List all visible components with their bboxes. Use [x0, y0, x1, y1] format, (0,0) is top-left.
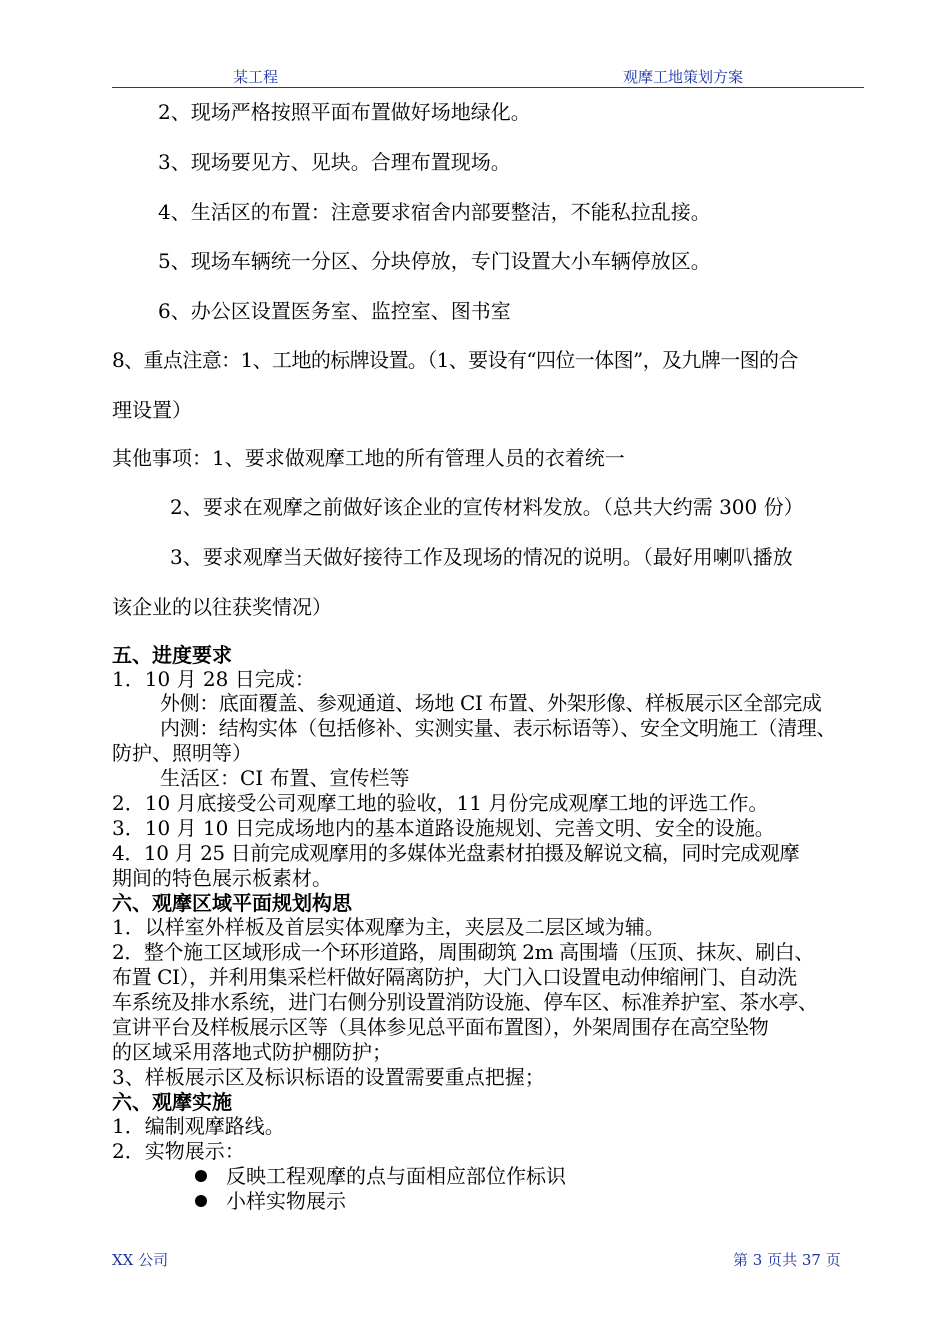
- text-line: 车系统及排水系统，进门右侧分别设置消防设施、停车区、标准养护室、茶水亭、: [112, 990, 818, 1014]
- text-line: 6、办公区设置医务室、监控室、图书室: [158, 299, 511, 323]
- section-heading: 六、观摩区域平面规划构思: [112, 891, 352, 915]
- text-line: 2．10 月底接受公司观摩工地的验收，11 月份完成观摩工地的评选工作。: [112, 791, 769, 815]
- text-line: 4．10 月 25 日前完成观摩用的多媒体光盘素材拍摄及解说文稿，同时完成观摩: [112, 841, 800, 865]
- section-heading: 五、进度要求: [112, 643, 232, 667]
- text-line: 3、现场要见方、见块。合理布置现场。: [158, 150, 511, 174]
- text-line: 宣讲平台及样板展示区等（具体参见总平面布置图），外架周围存在高空坠物: [112, 1015, 769, 1039]
- text-line: 3．10 月 10 日完成场地内的基本道路设施规划、完善文明、安全的设施。: [112, 816, 775, 840]
- text-line: 1．10 月 28 日完成：: [112, 667, 315, 691]
- text-line: 2．整个施工区域形成一个环形道路，周围砌筑 2m 高围墙（压顶、抹灰、刷白、: [112, 940, 814, 964]
- text-line: 3、样板展示区及标识标语的设置需要重点把握；: [112, 1065, 545, 1089]
- text-line: 该企业的以往获奖情况）: [112, 595, 332, 619]
- text-line: 期间的特色展示板素材。: [112, 866, 332, 890]
- footer-right: 第 3 页共 37 页: [733, 1251, 841, 1269]
- footer-left: XX 公司: [112, 1251, 169, 1269]
- text-line: 1．编制观摩路线。: [112, 1114, 285, 1138]
- header-left: 某工程: [233, 68, 279, 86]
- text-line: 内测：结构实体（包括修补、实测实量、表示标语等）、安全文明施工（清理、: [160, 716, 836, 740]
- list-item: 小样实物展示: [226, 1189, 346, 1213]
- text-line: 其他事项：1、要求做观摩工地的所有管理人员的衣着统一: [112, 446, 625, 470]
- text-line: 布置 CI），并利用集采栏杆做好隔离防护，大门入口设置电动伸缩闸门、自动洗: [112, 965, 797, 989]
- text-line: 2、现场严格按照平面布置做好场地绿化。: [158, 100, 531, 124]
- header-right: 观摩工地策划方案: [623, 68, 744, 86]
- text-line: 8、重点注意：1、工地的标牌设置。（1、要设有“四位一体图”，及九牌一图的合: [112, 348, 798, 372]
- text-line: 理设置）: [112, 398, 192, 422]
- text-line: 3、要求观摩当天做好接待工作及现场的情况的说明。（最好用喇叭播放: [170, 545, 793, 569]
- text-line: 5、现场车辆统一分区、分块停放，专门设置大小车辆停放区。: [158, 249, 711, 273]
- bullet-icon: [195, 1195, 207, 1207]
- text-line: 2、要求在观摩之前做好该企业的宣传材料发放。（总共大约需 300 份）: [170, 495, 804, 519]
- text-line: 外侧：底面覆盖、参观通道、场地 CI 布置、外架形像、样板展示区全部完成: [160, 691, 822, 715]
- text-line: 防护、照明等）: [112, 741, 252, 765]
- bullet-icon: [195, 1170, 207, 1182]
- text-line: 的区域采用落地式防护棚防护；: [112, 1040, 392, 1064]
- header-rule: [112, 87, 864, 88]
- text-line: 4、生活区的布置：注意要求宿舍内部要整洁，不能私拉乱接。: [158, 200, 711, 224]
- text-line: 生活区：CI 布置、宣传栏等: [160, 766, 410, 790]
- text-line: 1．以样室外样板及首层实体观摩为主，夹层及二层区域为辅。: [112, 915, 665, 939]
- text-line: 2．实物展示：: [112, 1139, 245, 1163]
- section-heading: 六、观摩实施: [112, 1090, 232, 1114]
- list-item: 反映工程观摩的点与面相应部位作标识: [226, 1164, 566, 1188]
